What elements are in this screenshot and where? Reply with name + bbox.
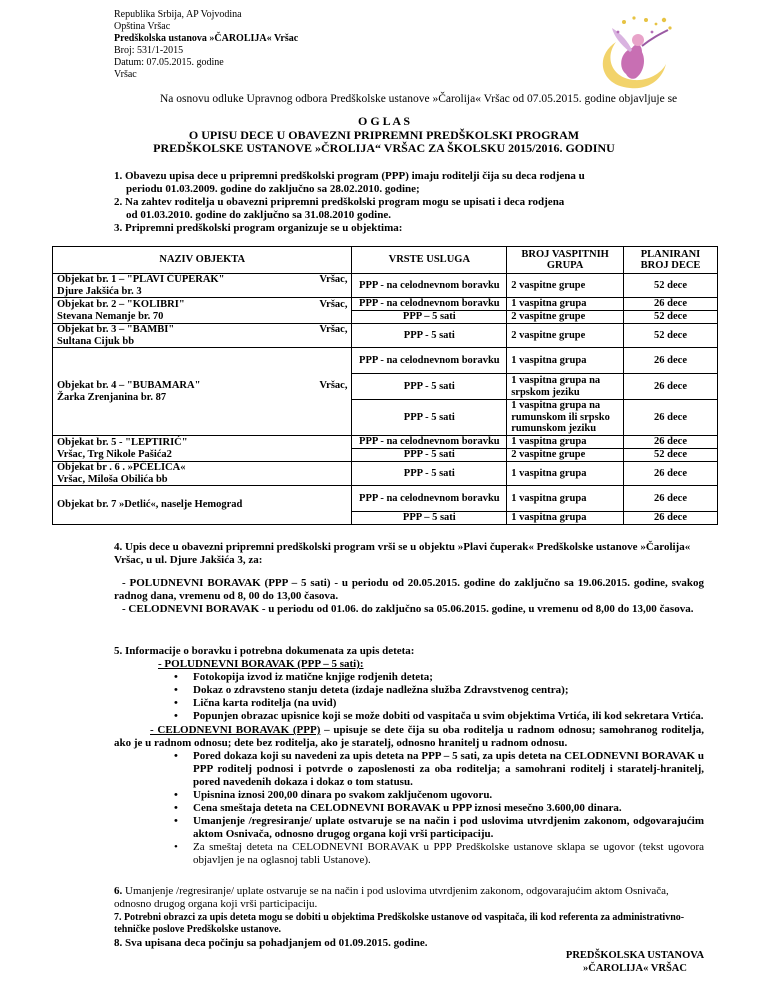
facility-name: Objekat br. 3 – "BAMBI" Vršac, Sultana Cijuk bb [53, 324, 352, 348]
celodnevni-period: - CELODNEVNI BORAVAK - u periodu od 01.06. do zaključno sa 05.06.2015. godine, u vremenu od 8,00 do 13,00 časova. [122, 603, 694, 615]
section-4-poludnevni [114, 577, 704, 616]
poludnevni-period: - POLUDNEVNI BORAVAK (PPP – 5 sati) - u periodu od 20.05.2015. godine do zaključno sa 19.06.2015. godine, svakog radnog dana, vremenu od 8, 00 do 13,00 časova. [114, 577, 704, 602]
poludnevni-subtitle: - POLUDNEVNI BORAVAK (PPP – 5 sati): [158, 658, 364, 670]
celodnevni-docs [166, 750, 704, 867]
table-row: Objekat br. 1 – "PLAVI ČUPERAK" Vršac, Djure Jakšića br. 3 PPP - na celodnevnom boravku 2 vaspitne grupe 52 dece [53, 274, 718, 298]
list-item: • Umanjenje /regresiranje/ uplate ostvaruje se na način i pod uslovima utvrdjenim zakonom, odgovarajućim aktom Osnivača, odnosno drugog organa koji vrši participaciju. [166, 815, 704, 841]
section-4 [114, 541, 704, 567]
section-4-text: 4. Upis dece u obavezni pripremni predškolski program vrši se u objektu »Plavi čuperak« Predškolske ustanove »Čarolija« Vršac, u ul. Djure Jakšića 3, za: [114, 541, 691, 566]
header-date: Datum: 07.05.2015. godine [114, 57, 224, 68]
signature-line: PREDŠKOLSKA USTANOVA [565, 950, 705, 961]
table-row: Objekat br. 5 - "LEPTIRIĆ" Vršac, Trg Nikole Pašića2 PPP - na celodnevnom boravku 1 vaspitna grupa 26 dece [53, 436, 718, 449]
condition-1: 1. Obavezu upisa dece u pripremni predškolski program (PPP) imaju roditelji čija su deca rodjena u [114, 170, 585, 182]
signature-line: »ČAROLIJA« VRŠAC [583, 963, 687, 974]
condition-1-cont: periodu 01.03.2009. godine do zaključno sa 28.02.2010. godine; [126, 183, 420, 195]
facility-name: Objekat br. 7 »Detlić«, naselje Hemograd [53, 486, 352, 525]
col-header: VRSTE USLUGA [352, 247, 507, 274]
fairy-logo [590, 12, 678, 92]
header-number: Broj: 531/1-2015 [114, 45, 184, 56]
table-header-row [53, 247, 718, 274]
table-row: Objekat br. 4 – "BUBAMARA" Vršac, Žarka Zrenjanina br. 87 PPP - na celodnevnom boravku 1 vaspitna grupa 26 dece [53, 348, 718, 374]
facility-name: Objekat br . 6 . »PČELICA« Vršac, Miloša Obilića bb [53, 462, 352, 486]
title-line: O UPISU DECE U OBAVEZNI PRIPREMNI PREDŠKOLSKI PROGRAM [188, 127, 580, 142]
celodnevni-subtitle: - CELODNEVNI BORAVAK (PPP) [150, 724, 321, 736]
header-city: Vršac [114, 69, 137, 80]
title-line: PREDŠKOLSKE USTANOVE »ČROLIJA“ VRŠAC ZA ŠKOLSKU 2015/2016. GODINU [153, 141, 615, 155]
header-institution: Predškolska ustanova »ČAROLIJA« Vršac [114, 33, 299, 44]
table-row: PPP – 5 sati 2 vaspitne grupe 52 dece [53, 311, 718, 324]
list-item: • Dokaz o zdravsteno stanju deteta (izdaje nadležna služba Zdravstvenog centra); [166, 684, 704, 697]
title-heading: O G L A S [357, 114, 411, 128]
condition-2: 2. Na zahtev roditelja u obavezni pripremni predškolski program mogu se upisati i deca rodjena [114, 196, 565, 208]
list-item: • Fotokopija izvod iz matične knjige rodjenih deteta; [166, 671, 704, 684]
section-6: 6. Umanjenje /regresiranje/ uplate ostvaruje se na način i pod uslovima utvrdjenim zakonom, odgovarajućim aktom Osnivača, odnosno drugog organa koji vrši participaciju. [114, 885, 669, 910]
list-item: • Pored dokaza koji su navedeni za upis deteta na PPP – 5 sati, za upis deteta na CELODNEVNI BORAVAK u PPP roditelj podnosi i potvrde o zaposlenosti za oba roditelja; a samohrani roditelj i staratelj-hranitelj, pored navedenih dokaza i dokaz o tom statusu. [166, 750, 704, 789]
list-item: • Popunjen obrazac upisnice koji se može dobiti od vaspitača u svim objektima Vrtića, ili kod sekretara Vrtića. [166, 710, 704, 723]
table-row: PPP - 5 sati 1 vaspitna grupa na srpskom jeziku 26 dece [53, 374, 718, 400]
facility-name: Objekat br. 1 – "PLAVI ČUPERAK" Vršac, Djure Jakšića br. 3 [53, 274, 352, 298]
document-header [114, 9, 298, 81]
table-row: Objekat br. 7 »Detlić«, naselje Hemograd PPP - na celodnevnom boravku 1 vaspitna grupa 26 dece [53, 486, 718, 512]
header-line: Opština Vršac [114, 21, 171, 32]
notice-title [0, 115, 768, 156]
col-header: PLANIRANI BROJ DECE [624, 247, 718, 274]
section-7: 7. Potrebni obrazci za upis deteta mogu se dobiti u objektima Predškolske ustanove od vaspitača, ili kod referenta za administrativno-tehničke poslove Predškolske ustanove. [114, 912, 685, 935]
table-row: PPP – 5 sati 1 vaspitna grupa 26 dece [53, 512, 718, 525]
table-row: Objekat br . 6 . »PČELICA« Vršac, Miloša Obilića bb PPP - 5 sati 1 vaspitna grupa 26 dece [53, 462, 718, 486]
conditions-list [114, 170, 585, 235]
facility-name: Objekat br. 4 – "BUBAMARA" Vršac, Žarka Zrenjanina br. 87 [53, 348, 352, 436]
poludnevni-docs [166, 671, 704, 723]
col-header: BROJ VASPITNIH GRUPA [507, 247, 624, 274]
header-line: Republika Srbija, AP Vojvodina [114, 9, 242, 20]
col-header: NAZIV OBJEKTA [53, 247, 352, 274]
condition-3: 3. Pripremni predškolski program organizuje se u objektima: [114, 222, 403, 234]
sections-6-8 [114, 885, 704, 950]
table-row: PPP - 5 sati 1 vaspitna grupa na rumunskom ili srpsko rumunskom jeziku 26 dece [53, 400, 718, 436]
table-row: Objekat br. 2 – "KOLIBRI" Vršac, Stevana Nemanje br. 70 PPP - na celodnevnom boravku 1 vaspitna grupa 26 dece [53, 298, 718, 311]
facility-name: Objekat br. 2 – "KOLIBRI" Vršac, Stevana Nemanje br. 70 [53, 298, 352, 324]
celodnevni-text: – upisuje se dete čija su oba roditelja u radnom odnosu; samohranog roditelja, ako je u radnom odnosu; dete bez roditelja, ako je staratelj, odnosno hranitelj u radnom odnosu. [114, 724, 705, 749]
celodnevni-paragraph [114, 724, 704, 750]
table-row: Objekat br. 3 – "BAMBI" Vršac, Sultana Cijuk bb PPP - 5 sati 2 vaspitne grupe 52 dece [53, 324, 718, 348]
section-5 [114, 645, 704, 867]
facilities-table [52, 246, 718, 525]
facility-name: Objekat br. 5 - "LEPTIRIĆ" Vršac, Trg Nikole Pašića2 [53, 436, 352, 462]
list-item: • Upisnina iznosi 200,00 dinara po svakom zaključenom ugovoru. [166, 789, 704, 802]
list-item: • Za smeštaj deteta na CELODNEVNI BORAVAK u PPP Predškolske ustanove sklapa se ugovor (tekst ugovora objavljen je na oglasnoj tabli Ustanove). [166, 841, 704, 867]
section-5-title: 5. Informacije o boravku i potrebna dokumenata za upis deteta: [114, 645, 415, 657]
section-8: 8. Sva upisana deca počinju sa pohadjanjem od 01.09.2015. godine. [114, 937, 428, 949]
signature-block [540, 949, 730, 975]
list-item: • Lična karta roditelja (na uvid) [166, 697, 704, 710]
table-row: PPP - 5 sati 2 vaspitne grupe 52 dece [53, 449, 718, 462]
condition-2-cont: od 01.03.2010. godine do zaključno sa 31.08.2010 godine. [126, 209, 391, 221]
intro-text: Na osnovu odluke Upravnog odbora Predškolske ustanove »Čarolija« Vršac od 07.05.2015. godine objavljuje se [160, 93, 678, 105]
list-item: • Cena smeštaja deteta na CELODNEVNI BORAVAK u PPP iznosi mesečno 3.600,00 dinara. [166, 802, 704, 815]
